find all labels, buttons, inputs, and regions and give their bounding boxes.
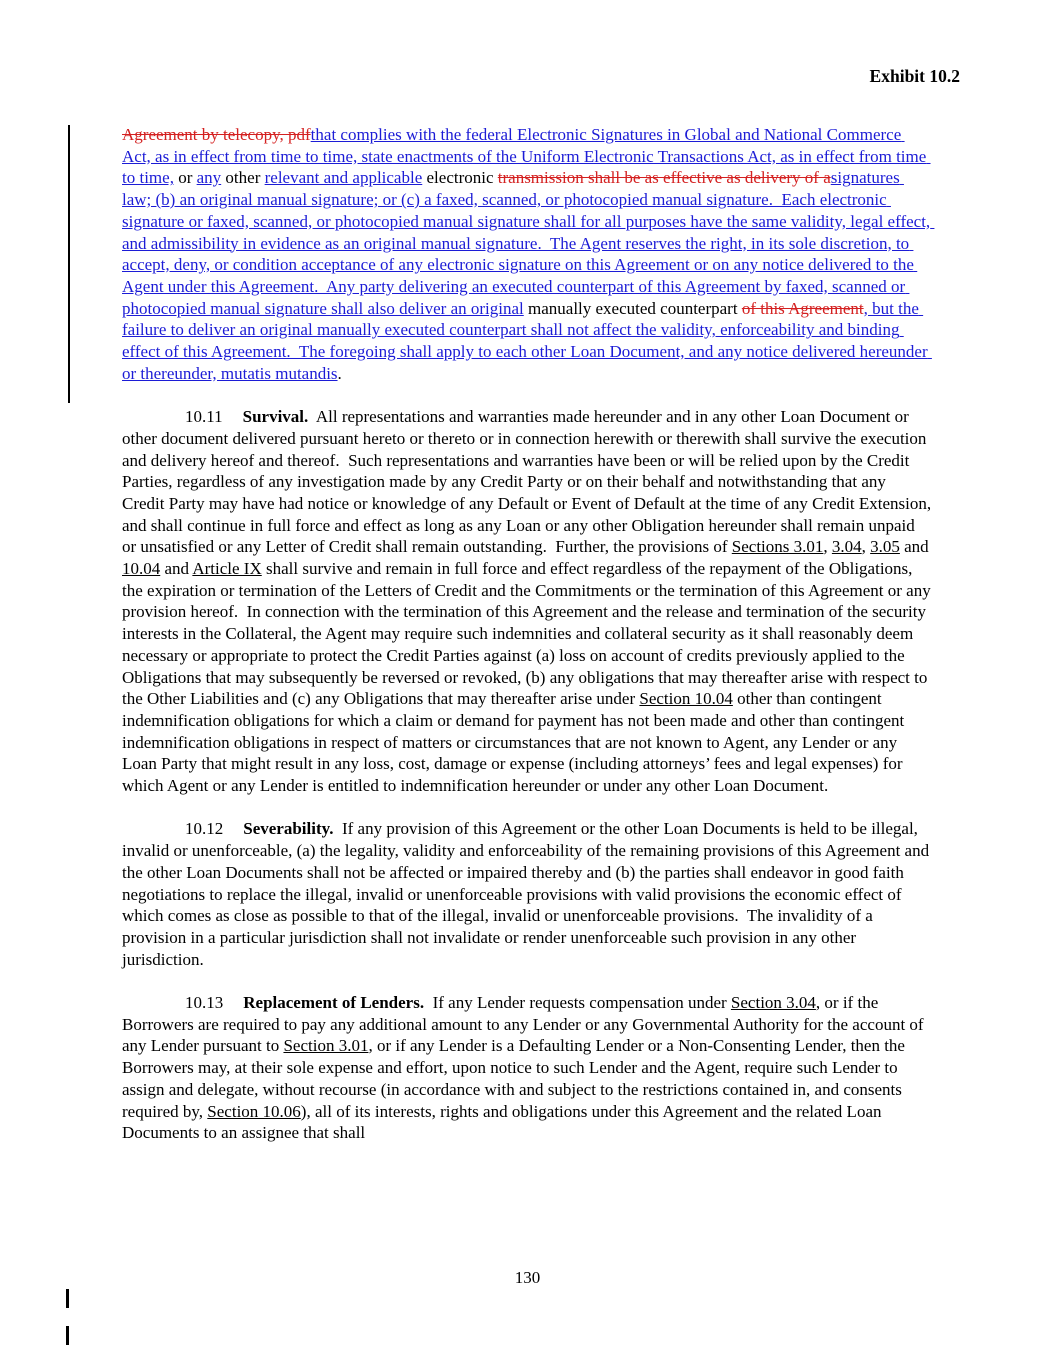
paragraph-section-10-11-survival-run-5-plain: , — [823, 537, 832, 557]
paragraph-section-10-11-survival-run-10-ref: 10.04 — [122, 559, 161, 579]
paragraph-section-10-11-survival-run-15-plain: other than contingent indemnification obligations for which a claim or demand for payment has not been made and other than contingent indemnification obligations in respect of matters or circumstances that are not known to Agent, any Lender or any Loan Party that might result in any loss, cost, damage or expense (including attorneys’ fees and legal expenses) for which Agent or any Lender is entitled to indemnification hereunder or under any other Loan Document. — [122, 689, 909, 796]
change-bar-paragraph — [68, 125, 70, 403]
paragraph-section-10-12-severability-run-2-bold: Severability. — [243, 819, 334, 839]
paragraph-section-10-11-survival-run-0-plain: 10.11 — [185, 407, 223, 427]
paragraph-section-10-11-survival-run-11-plain: and — [160, 559, 193, 579]
paragraph-section-10-11-survival — [122, 406, 936, 797]
paragraph-counterparts-continuation-run-5-ins: relevant and applicable — [264, 168, 423, 188]
paragraph-counterparts-continuation-run-11-ins: , but the failure to deliver an original manually executed counterpart shall not affect the validity, enforceability and binding effect of this Agreement. The foregoing shall apply to each other Loan Document, and any notice delivered hereunder or thereunder, mutatis mutandis — [122, 298, 932, 383]
paragraph-section-10-11-survival-run-7-plain: , — [861, 537, 871, 557]
paragraph-section-10-13-replacement-of-lenders — [122, 992, 932, 1144]
paragraph-section-10-11-survival-run-3-plain: All representations and warranties made hereunder and in any other Loan Document or other document delivered pursuant hereto or thereto or in connection herewith or therewith shall survive the execution and delivery hereof and thereof. Such representations and warranties have been or will be relied upon by the Credit Parties, regardless of any investigation made by any Credit Party or on their behalf and notwithstanding that any Credit Party may have had notice or knowledge of any Default or Event of Default at the time of any Credit Extension, and shall continue in full force and effect as long as any Loan or any other Obligation hereunder shall remain unpaid or unsatisfied or any Letter of Credit shall remain outstanding. Further, the provisions of — [122, 407, 936, 557]
paragraph-section-10-11-survival-run-14-ref: Section 10.04 — [639, 689, 733, 709]
paragraph-section-10-11-survival-run-12-ref: Article IX — [192, 559, 262, 579]
paragraph-counterparts-continuation — [122, 124, 935, 384]
paragraph-section-10-13-replacement-of-lenders-run-7-plain: , or if any Lender is a Defaulting Lender or a Non-Consenting Lender, then the Borrowers may, at their sole expense and effort, upon notice to such Lender and the Agent, require such Lender to assign and delegate, without recourse (in accordance with and subject to the restrictions contained in, and consents required by, — [122, 1036, 910, 1121]
paragraph-section-10-13-replacement-of-lenders-run-6-ref: Section 3.01 — [283, 1036, 369, 1056]
paragraph-section-10-13-replacement-of-lenders-run-8-ref: Section 10.06 — [207, 1101, 301, 1121]
paragraph-section-10-13-replacement-of-lenders-run-2-bold: Replacement of Lenders. — [243, 993, 425, 1013]
paragraph-counterparts-continuation-run-0-del: Agreement by telecopy, pdf — [122, 125, 311, 144]
paragraph-counterparts-continuation-run-2-plain: or — [173, 168, 197, 188]
paragraph-counterparts-continuation-run-12-plain: . — [337, 363, 342, 383]
exhibit-label: Exhibit 10.2 — [869, 66, 960, 86]
paragraph-counterparts-continuation-run-9-plain: manually executed counterpart — [523, 298, 742, 318]
paragraph-section-10-12-severability-run-3-plain: If any provision of this Agreement or the other Loan Documents is held to be illegal, invalid or unenforceable, (a) the legality, validity and enforceability of the remaining provisions of this Agreement and the other Loan Documents shall not be affected or impaired thereby and (b) the parties shall endeavor in good faith negotiations to replace the illegal, invalid or unenforceable provisions with valid provisions the economic effect of which comes as close as possible to that of the illegal, invalid or unenforceable provisions. The invalidity of a provision in a particular jurisdiction shall not invalidate or render unenforceable such provision in any other jurisdiction. — [122, 819, 934, 969]
paragraph-counterparts-continuation-run-7-del: transmission shall be as effective as delivery of a — [497, 168, 831, 188]
paragraph-counterparts-continuation-run-4-plain: other — [221, 168, 265, 188]
paragraph-counterparts-continuation-run-8-ins: signatures law; (b) an original manual signature; or (c) a faxed, scanned, or photocopied manual signature. Each electronic signature or faxed, scanned, or photocopied manual signature shall for all purposes have the same validity, legal effect, and admissibility in evidence as an original manual signature. The Agent reserves the right, in its sole discretion, to accept, deny, or condition acceptance of any electronic signature on this Agreement or on any notice delivered to the Agent under this Agreement. Any party delivering an executed counterpart of this Agreement by faxed, scanned or photocopied manual signature shall also deliver an original — [122, 168, 935, 318]
change-bar-footer-1 — [66, 1289, 69, 1308]
paragraph-section-10-13-replacement-of-lenders-run-9-plain: ), all of its interests, rights and obligations under this Agreement and the related Loan Documents to an assignee that shall — [122, 1101, 886, 1143]
paragraph-section-10-12-severability-run-0-plain: 10.12 — [185, 819, 224, 839]
paragraph-section-10-11-survival-run-2-bold: Survival. — [242, 407, 309, 427]
paragraph-section-10-11-survival-run-9-plain: and — [899, 537, 933, 557]
paragraph-counterparts-continuation-run-1-ins: that complies with the federal Electronic Signatures in Global and National Commerce Act, as in effect from time to time, state enactments of the Uniform Electronic Transactions Act, as in effect from time to time, — [122, 125, 931, 188]
paragraph-section-10-11-survival-run-8-ref: 3.05 — [870, 537, 900, 557]
paragraph-section-10-11-survival-run-4-ref: Sections 3.01 — [731, 537, 824, 557]
document-body — [122, 124, 936, 1166]
paragraph-counterparts-continuation-run-6-plain: electronic — [422, 168, 498, 188]
paragraph-section-10-13-replacement-of-lenders-run-3-plain: If any Lender requests compensation under — [424, 993, 731, 1013]
paragraph-section-10-11-survival-run-6-ref: 3.04 — [831, 537, 862, 557]
paragraph-section-10-13-replacement-of-lenders-run-5-plain: , or if the Borrowers are required to pay any additional amount to any Lender or any Governmental Authority for the account of any Lender pursuant to — [122, 993, 928, 1056]
paragraph-counterparts-continuation-run-10-del: of this Agreement — [741, 298, 864, 318]
paragraph-section-10-11-survival-run-13-plain: shall survive and remain in full force and effect regardless of the repayment of the Obligations, the expiration or termination of the Letters of Credit and the Commitments or the termination of this Agreement or any provision hereof. In connection with the termination of this Agreement and the release and termination of the security interests in the Collateral, the Agent may require such indemnities and collateral security as it shall reasonably deem necessary or appropriate to protect the Credit Parties against (a) loss on account of credits previously applied to the Obligations that may subsequently be reversed or revoked, (b) any obligations that may thereafter arise with respect to the Other Liabilities and (c) any Obligations that may thereafter arise under — [122, 559, 935, 709]
paragraph-section-10-12-severability — [122, 818, 932, 970]
paragraph-counterparts-continuation-run-3-ins: any — [196, 168, 222, 188]
paragraph-section-10-13-replacement-of-lenders-run-4-ref: Section 3.04 — [730, 993, 816, 1013]
paragraph-section-10-13-replacement-of-lenders-run-0-plain: 10.13 — [185, 993, 224, 1013]
page-number: 130 — [514, 1268, 541, 1287]
change-bar-footer-2 — [66, 1326, 69, 1345]
